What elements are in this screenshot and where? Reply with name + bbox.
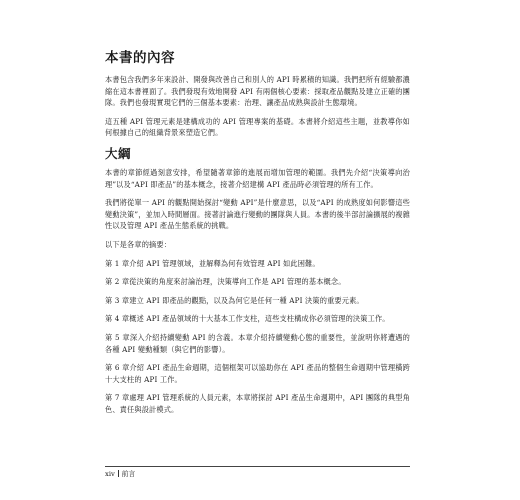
paragraph: 我們將從單一 API 的觀點開始探討“變動 API”是什麼意思，以及“API 的成熟度如何影響這些變動決策”，並加入時間層面。接著討論進行變動的團隊與人員。本書的後半部討論擴展的複雜性以及管理 API 產品生態系統的挑戰。 <box>105 198 410 231</box>
paragraph: 以下是各章的摘要： <box>105 239 172 249</box>
chapter-summary: 第 5 章深入介紹持續變動 API 的含義。本章介紹持續變動心態的重要性，並說明你將遭遇的各種 API 變動種類（與它們的影響）。 <box>105 332 410 354</box>
chapter-summary: 第 7 章處理 API 管理系統的人員元素，本章將探討 API 產品生命週期中，API 團隊的典型角色、責任與設計模式。 <box>105 393 410 414</box>
footer-section-name: 前言 <box>121 470 136 478</box>
chapter-summary: 第 6 章介紹 API 產品生命週期，這個框架可以協助你在 API 產品的整個生命週期中管理橫跨十大支柱的 API 工作。 <box>105 363 410 384</box>
page-footer <box>105 466 410 479</box>
page-number: xiv <box>105 470 115 478</box>
chapter-summary: 第 4 章概述 API 產品領域的十大基本工作支柱，這些支柱構成你必須管理的決策工作。 <box>105 314 390 324</box>
paragraph: 本書的章節經過刻意安排，希望隨著章節的進展而增加管理的範圍。我們先介紹“決策導向治理”以及“API 即產品”的基本概念，接著介紹建構 API 產品時必須管理的所有工作。 <box>105 167 410 189</box>
chapter-summary: 第 1 章介紹 API 管理領域，並解釋為何有效管理 API 如此困難。 <box>105 258 320 268</box>
paragraph: 本書包含我們多年來設計、開發與改善自己和別人的 API 時累積的知識。我們把所有經驗都濃縮在這本書裡面了。我們發現有效地開發 API 有兩個核心要素：採取產品觀點及建立正確的團隊。我們也發現實現它們的三個基本要素：治理、讓產品成熟與設計生態環境。 <box>105 75 410 108</box>
footer-divider <box>118 470 119 477</box>
paragraph: 這五種 API 管理元素是建構成功的 API 管理專案的基礎。本書將介紹這些主題，並教導你如何根據自己的組織背景來塑造它們。 <box>105 116 410 138</box>
section-title-contents: 本書的內容 <box>105 50 175 66</box>
chapter-summary: 第 2 章從決策的角度來討論治理，決策導向工作是 API 管理的基本概念。 <box>105 277 346 287</box>
section-title-outline: 大綱 <box>105 145 132 161</box>
chapter-summary: 第 3 章建立 API 即產品的觀點，以及為何它是任何一種 API 決策的重要元素。 <box>105 295 364 305</box>
page-content <box>105 50 410 422</box>
